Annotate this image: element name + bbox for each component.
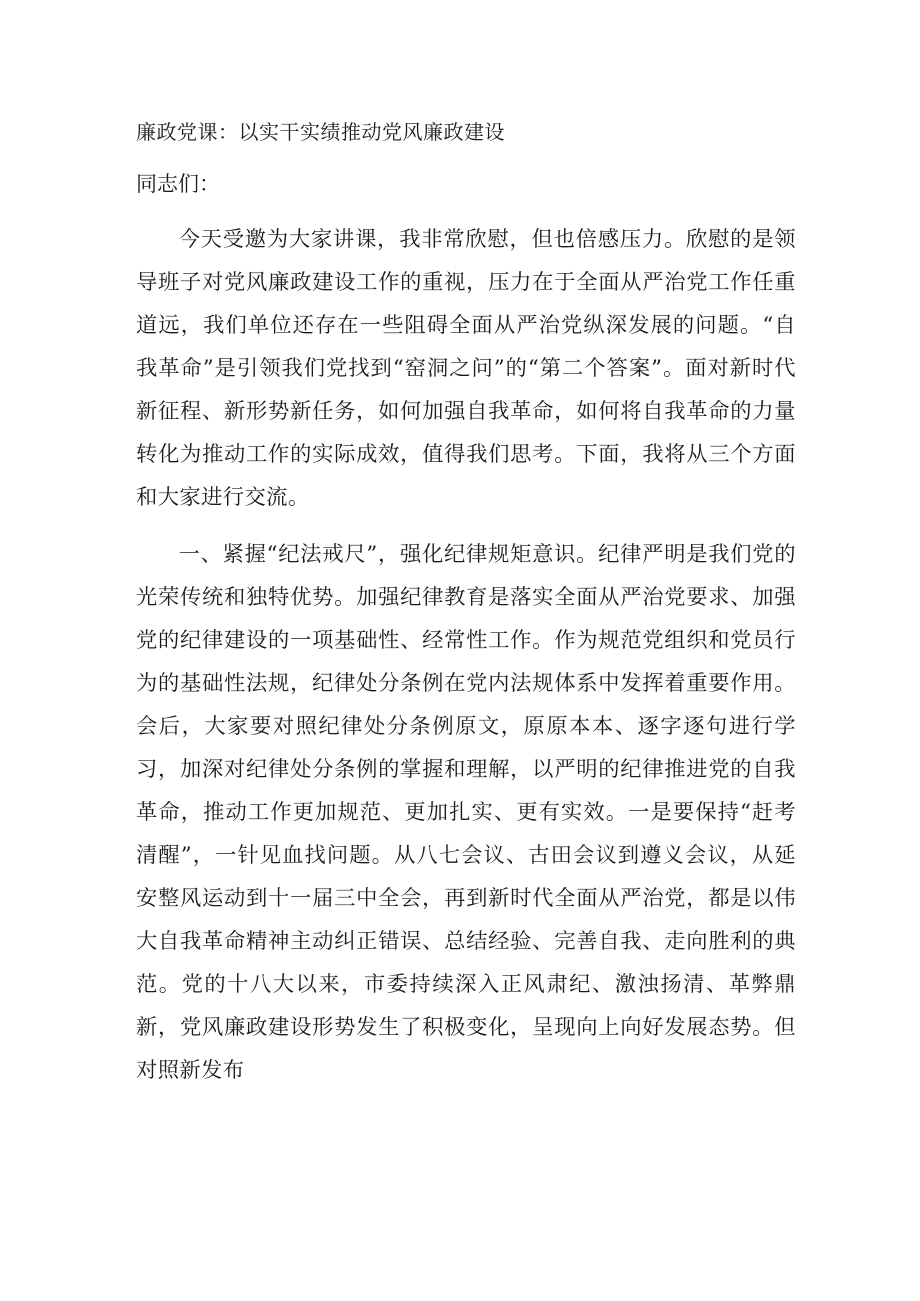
paragraph-section-1: 一、紧握“纪法戒尺”，强化纪律规矩意识。纪律严明是我们党的光荣传统和独特优势。加强纪律教育是落实全面从严治党要求、加强党的纪律建设的一项基础性、经常性工作。作为规范党组织和党员行为的基础性法规，纪律处分条例在党内法规体系中发挥着重要作用。会后，大家要对照纪律处分条例原文，原原本本、逐字逐句进行学习，加深对纪律处分条例的掌握和理解，以严明的纪律推进党的自我革命，推动工作更加规范、更加扎实、更有实效。一是要保持“赶考清醒”，一针见血找问题。从八七会议、古田会议到遵义会议，从延安整风运动到十一届三中全会，再到新时代全面从严治党，都是以伟大自我革命精神主动纠正错误、总结经验、完善自我、走向胜利的典范。党的十八大以来，市委持续深入正风肃纪、激浊扬清、革弊鼎新，党风廉政建设形势发生了积极变化，呈现向上向好发展态势。但对照新发布: [136, 542, 796, 1083]
paragraph-intro: 今天受邀为大家讲课，我非常欣慰，但也倍感压力。欣慰的是领导班子对党风廉政建设工作的重视，压力在于全面从严治党工作任重道远，我们单位还存在一些阻碍全面从严治党纵深发展的问题。“自我革命”是引领我们党找到“窑洞之问”的“第二个答案”。面对新时代新征程、新形势新任务，如何加强自我革命，如何将自我革命的力量转化为推动工作的实际成效，值得我们思考。下面，我将从三个方面和大家进行交流。: [136, 227, 796, 510]
document-page: [136, 112, 796, 1106]
document-title: 廉政党课：以实干实绩推动党风廉政建设: [136, 120, 505, 144]
salutation: 同志们：: [136, 172, 220, 196]
